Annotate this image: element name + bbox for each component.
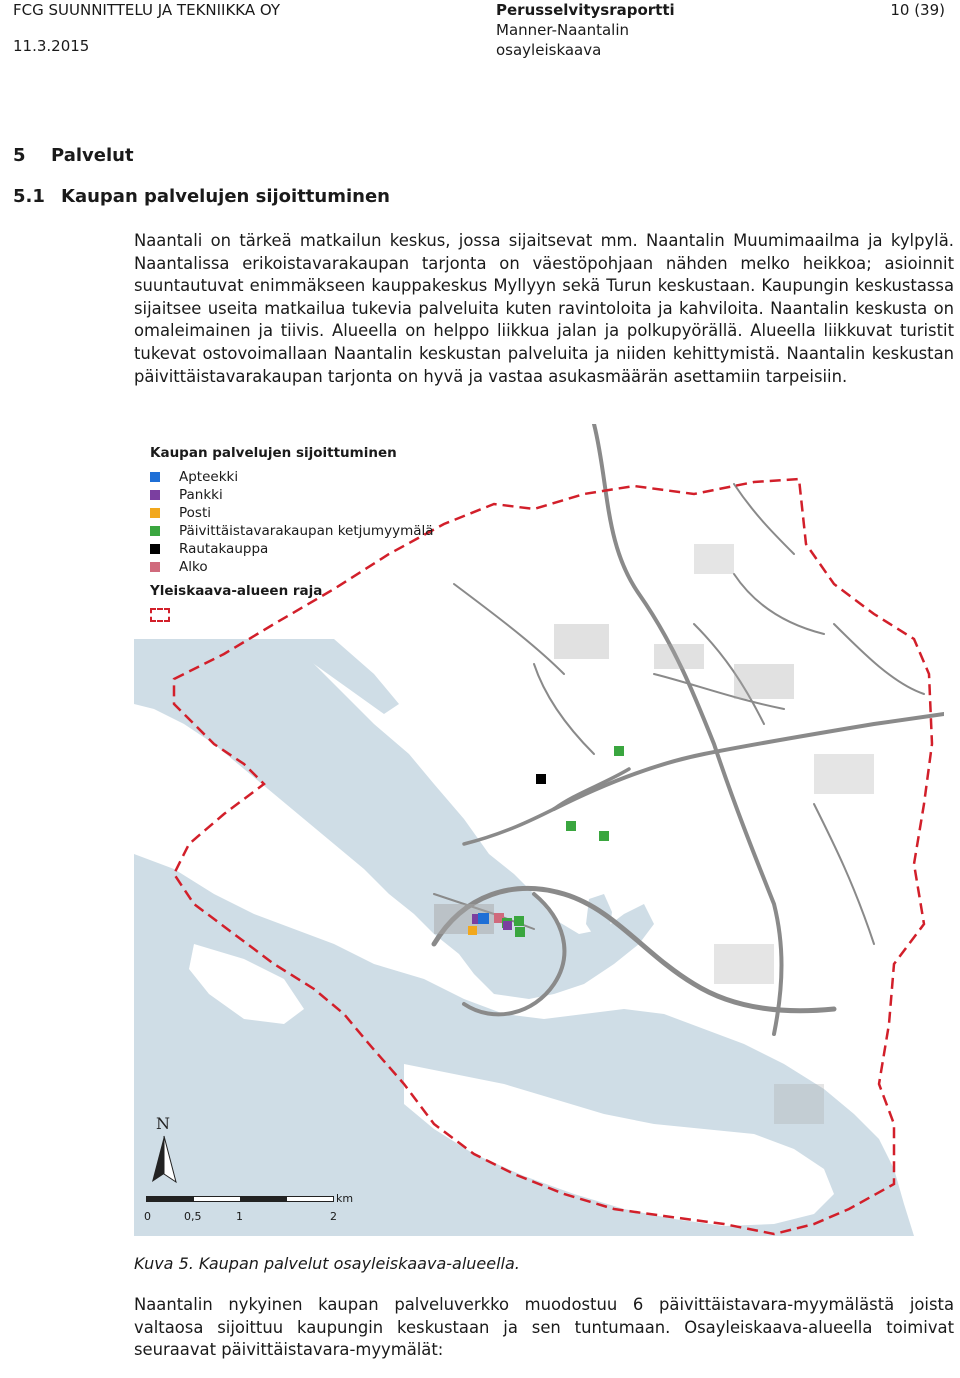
header-company: FCG SUUNNITTELU JA TEKNIIKKA OY	[13, 1, 281, 19]
block-n-2	[694, 544, 734, 574]
legend-label: Alko	[179, 559, 208, 575]
legend-title: Kaupan palvelujen sijoittuminen	[150, 445, 397, 461]
block-n-1	[554, 624, 609, 659]
scale-unit: km	[336, 1192, 354, 1205]
scale-tick-3: 2	[330, 1210, 337, 1223]
north-label: N	[156, 1114, 170, 1133]
legend-item-pankki	[150, 486, 434, 504]
legend-swatch	[150, 544, 160, 554]
legend-item-posti	[150, 504, 434, 522]
marker-grocery-2	[566, 821, 576, 831]
marker-grocery-1	[614, 746, 624, 756]
legend-swatch	[150, 562, 160, 572]
scale-bar-graphic	[146, 1196, 334, 1202]
subsection-heading	[13, 186, 390, 207]
scale-tick-2: 1	[236, 1210, 243, 1223]
legend-boundary-swatch	[150, 608, 170, 622]
subsection-title: Kaupan palvelujen sijoittuminen	[61, 186, 390, 207]
legend-item-alko	[150, 558, 434, 576]
legend-boundary-title: Yleiskaava-alueen raja	[150, 583, 323, 599]
legend-swatch	[150, 490, 160, 500]
block-se-1	[714, 944, 774, 984]
block-s-1	[774, 1084, 824, 1124]
legend-label: Posti	[179, 505, 211, 521]
scale-tick-1: 0,5	[184, 1210, 202, 1223]
marker-bank-2	[503, 921, 512, 930]
road-minor-9	[734, 484, 794, 554]
body-paragraph-1: Naantali on tärkeä matkailun keskus, jossa sijaitsevat mm. Naantalin Muumimaailma ja kylpylä. Naantalissa erikoistavarakaupan tarjonta on väestöpohjaan nähden melko heikkoa; asioinnit suuntautuvat enimmäkseen kauppakeskus Myllyyn sekä Turun keskustaan. Kaupungin keskustassa sijaitsee useita matkailua tukevia palveluita kuten ravintoloita ja kahviloita. Naantalin keskusta on omaleimainen ja tiivis. Alueella on helppo liikkua jalan ja polkupyörällä. Alueella liikkuvat turistit tukevat ostovoimallaan Naantalin keskustan palveluita ja niiden kehittymistä. Naantalin keskustan päivittäistavarakaupan tarjonta on hyvä ja vastaa asukasmäärän asettamiin tarpeisiin.	[134, 231, 954, 386]
section-title: Palvelut	[51, 145, 134, 166]
legend-swatch	[150, 472, 160, 482]
marker-grocery-3	[599, 831, 609, 841]
section-heading	[13, 145, 134, 166]
legend-item-apteekki	[150, 468, 434, 486]
scale-tick-0: 0	[144, 1210, 151, 1223]
scale-bar	[144, 1192, 364, 1236]
header-report-line2: Manner-Naantalin	[496, 21, 630, 39]
header-date: 11.3.2015	[13, 37, 90, 55]
road-minor-3	[734, 574, 824, 634]
header-page-number: 10 (39)	[890, 1, 945, 19]
road-minor-7	[534, 664, 594, 754]
block-ne-1	[654, 644, 704, 669]
road-minor-5	[814, 804, 874, 944]
block-e-1	[814, 754, 874, 794]
header-report-line3: osayleiskaava	[496, 41, 602, 59]
legend-label: Rautakauppa	[179, 541, 269, 557]
block-ne-2	[734, 664, 794, 699]
marker-grocery-6	[515, 927, 525, 937]
road-minor-8	[454, 584, 564, 674]
legend-swatch	[150, 526, 160, 536]
map-legend	[150, 444, 434, 622]
marker-grocery-5	[514, 916, 524, 926]
services-map	[134, 424, 944, 1236]
legend-label: Päivittäistavarakaupan ketjumyymälä	[179, 523, 434, 539]
legend-item-hardware	[150, 540, 434, 558]
road-minor-6	[834, 624, 924, 694]
marker-hardware	[536, 774, 546, 784]
figure-caption: Kuva 5. Kaupan palvelut osayleiskaava-alueella.	[134, 1254, 520, 1273]
header-report-title: Perusselvitysraportti	[496, 1, 675, 19]
subsection-number: 5.1	[13, 186, 45, 207]
header-report	[496, 0, 675, 60]
marker-post	[468, 926, 477, 935]
section-number: 5	[13, 145, 26, 166]
body-paragraph-2: Naantalin nykyinen kaupan palveluverkko muodostuu 6 päivittäistavara-myymälästä joista valtaosa sijoittuu kaupungin keskustaan ja sen tuntumaan. Osayleiskaava-alueella toimivat seuraavat päivittäistavara-myymälät:	[134, 1295, 954, 1360]
marker-pharmacy	[478, 913, 489, 924]
legend-item-grocery	[150, 522, 434, 540]
legend-label: Pankki	[179, 487, 223, 503]
road-east	[554, 714, 944, 809]
legend-swatch	[150, 508, 160, 518]
legend-label: Apteekki	[179, 469, 239, 485]
